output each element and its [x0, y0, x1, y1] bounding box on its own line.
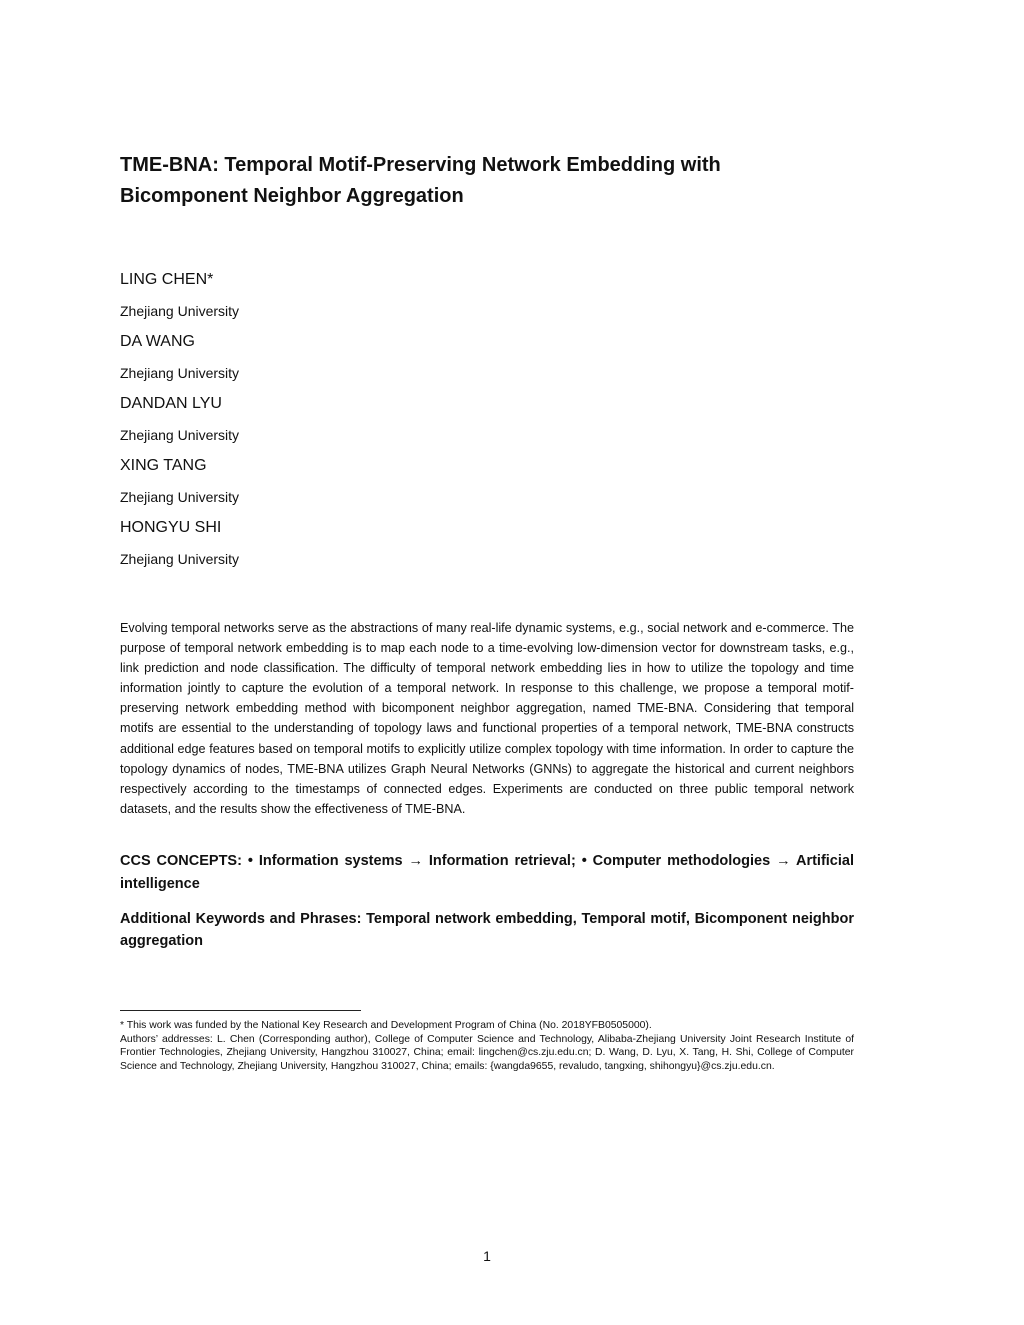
author-name: XING TANG: [120, 457, 207, 474]
author-affiliation: Zhejiang University: [120, 365, 240, 381]
abstract: Evolving temporal networks serve as the abstractions of many real-life dynamic systems, e.g., social network and e-commerce. The purpose of temporal network embedding is to map each node to a time-evolving low-dimension vector for downstream tasks, e.g., link prediction and node classification. The difficulty of temporal network embedding lies in how to utilize the topology and time information jointly to capture the evolution of a temporal network. In response to this challenge, we propose a temporal motif-preserving network embedding method with bicomponent neighbor aggregation, named TME-BNA. Considering that temporal motifs are essential to the understanding of topology laws and functional properties of a temporal network, TME-BNA constructs additional edge features based on temporal motifs to explicitly utilize complex topology with time information. In order to capture the topology dynamics of nodes, TME-BNA utilizes Graph Neural Networks (GNNs) to aggregate the historical and current neighbors respectively according to the timestamps of connected edges. Experiments are conducted on three public temporal network datasets, and the results show the effectiveness of TME-BNA.: [120, 621, 854, 816]
footnote-divider: [120, 1010, 361, 1011]
author-affiliation: Zhejiang University: [120, 551, 240, 567]
author-affiliation: Zhejiang University: [120, 489, 240, 505]
keywords: Additional Keywords and Phrases: Temporal network embedding, Temporal motif, Bicomponent neighbor aggregation: [120, 911, 854, 949]
paper-title: [120, 150, 880, 212]
footnote-funding: * This work was funded by the National Key Research and Development Program of China (No. 2018YFB0505000).: [120, 1020, 652, 1031]
footnotes: [120, 1019, 854, 1073]
author-name: DA WANG: [120, 333, 195, 350]
author-affiliation: Zhejiang University: [120, 427, 240, 443]
author-name: DANDAN LYU: [120, 395, 222, 412]
title-line-1: TME-BNA: Temporal Motif-Preserving Network Embedding with: [120, 154, 721, 176]
author-affiliation: Zhejiang University: [120, 303, 240, 319]
ccs-concepts: CCS CONCEPTS: • Information systems → Information retrieval; • Computer methodologies → Artificial intelligence: [120, 853, 854, 892]
author-name: HONGYU SHI: [120, 519, 222, 536]
title-line-2: Bicomponent Neighbor Aggregation: [120, 185, 464, 207]
footnote-addresses: Authors’ addresses: L. Chen (Corresponding author), College of Computer Science and Technology, Alibaba-Zhejiang University Joint Research Institute of Frontier Technologies, Zhejiang University, Hangzhou 310027, China; email: lingchen@cs.zju.edu.cn; D. Wang, D. Lyu, X. Tang, H. Shi, College of Computer Science and Technology, Zhejiang University, Hangzhou 310027, China; emails: {wangda9655, revaludo, tangxing, shihongyu}@cs.zju.edu.cn.: [120, 1033, 854, 1072]
author-name: LING CHEN*: [120, 271, 214, 288]
page-number: 1: [483, 1248, 491, 1264]
author-list: [120, 270, 720, 580]
